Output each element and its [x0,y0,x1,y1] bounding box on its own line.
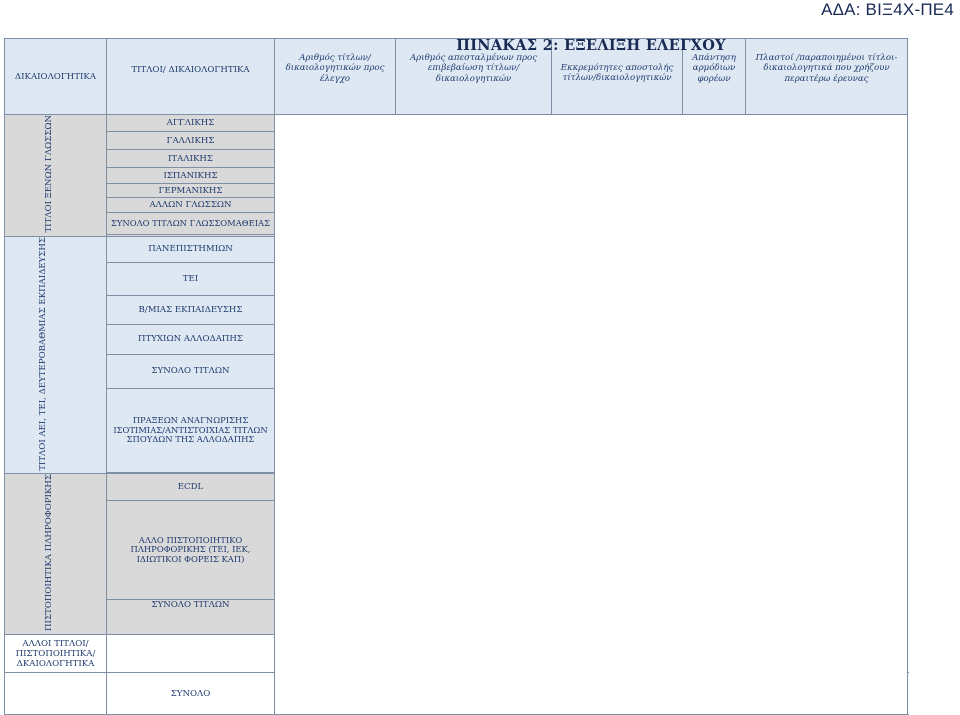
header-arithmos-elegxo: Αριθμός τίτλων/ δικαιολογητικών προς έλεγχο [275,39,396,114]
row-secondary: Β/ΜΙΑΣ ΕΚΠΑΙΔΕΥΣΗΣ [107,295,275,325]
row-english: ΑΓΓΛΙΚΗΣ [107,115,275,132]
row-french: ΓΑΛΛΙΚΗΣ [107,132,275,150]
control-progress-table [4,38,908,715]
group-education-titles: ΤΙΤΛΟΙ ΑΕΙ, ΤΕΙ, ΔΕΥΤΕΡΟΒΑΘΜΙΑΣ ΕΚΠΑΙΔΕΥΣΗΣ [5,236,107,474]
group-foreign-languages: ΤΙΤΛΟΙ ΞΕΝΩΝ ΓΛΩΣΣΩΝ [5,115,107,237]
row-other-it-certificate: ΑΛΛΟ ΠΙΣΤΟΠΟΙΗΤΙΚΟ ΠΛΗΡΟΦΟΡΙΚΗΣ (ΤΕΙ, ΙΕΚ, ΙΔΙΩΤΙΚΟΙ ΦΟΡΕΙΣ ΚΑΠ) [107,501,275,599]
row-grand-total: ΣΥΝΟΛΟ [107,673,275,715]
header-ekkremotites: Εκκρεμότητες αποστολής τίτλων/δικαιολογητικών [552,39,683,114]
header-apestalmenon: Αριθμός απεσταλμένων προς επιβεβαίωση τίτλων/δικαιολογητικών [396,39,552,114]
header-plastoi: Πλαστοί /παραποιημένοι τίτλοι-δικαιολογητικά που χρήζουν περαιτέρω έρευνας [755,53,898,84]
row-foreign-degrees: ΠΤΥΧΙΩΝ ΑΛΛΟΔΑΠΗΣ [107,325,275,355]
ada-code: ΑΔΑ: ΒΙΞ4Χ-ΠΕ4 [821,0,954,19]
header-apantisi: Απάντηση αρμόδιων φορέων [683,39,746,114]
table-title: ΠΙΝΑΚΑΣ 2: ΕΞΕΛΙΞΗ ΕΛΕΓΧΟΥ [456,37,726,54]
group-it-certificates: ΠΙΣΤΟΠΟΙΗΤΙΚΑ ΠΛΗΡΟΦΟΡΙΚΗΣ [5,474,107,635]
row-total-titles-education: ΣΥΝΟΛΟ ΤΙΤΛΩΝ [107,354,275,389]
row-total-titles-it: ΣΥΝΟΛΟ ΤΙΤΛΩΝ [107,599,275,635]
row-other-languages: ΑΛΛΩΝ ΓΛΩΣΣΩΝ [107,198,275,213]
grand-total-label-cell [5,673,107,715]
header-title-block [275,39,908,115]
row-universities: ΠΑΝΕΠΙΣΤΗΜΙΩΝ [107,236,275,262]
data-area [275,115,908,715]
row-total-languages: ΣΥΝΟΛΟ ΤΙΤΛΩΝ ΓΛΩΣΣΟΜΑΘΕΙΑΣ [107,213,275,235]
row-ecdl: ECDL [107,474,275,501]
row-spanish: ΙΣΠΑΝΙΚΗΣ [107,168,275,184]
header-titloi: ΤΙΤΛΟΙ/ ΔΙΚΑΙΟΛΟΓΗΤΙΚΑ [107,39,275,115]
row-tei: ΤΕΙ [107,262,275,295]
group-other-titles: ΑΛΛΟΙ ΤΙΤΛΟΙ/ ΠΙΣΤΟΠΟΙΗΤΙΚΑ/ ΔΚΑΙΟΛΟΓΗΤΙΚΑ [5,635,107,673]
row-other-titles-value [107,635,275,673]
row-italian: ΙΤΑΛΙΚΗΣ [107,150,275,168]
row-recognition-acts: ΠΡΑΞΕΩΝ ΑΝΑΓΝΩΡΙΣΗΣ ΙΣΟΤΙΜΙΑΣ/ΑΝΤΙΣΤΟΙΧΙΑΣ ΤΙΤΛΩΝ ΣΠΟΥΔΩΝ ΤΗΣ ΑΛΛΟΔΑΠΗΣ [107,389,275,472]
header-dikaiologitika: ΔΙΚΑΙΟΛΟΓΗΤΙΚΑ [5,39,107,115]
row-german: ΓΕΡΜΑΝΙΚΗΣ [107,184,275,198]
